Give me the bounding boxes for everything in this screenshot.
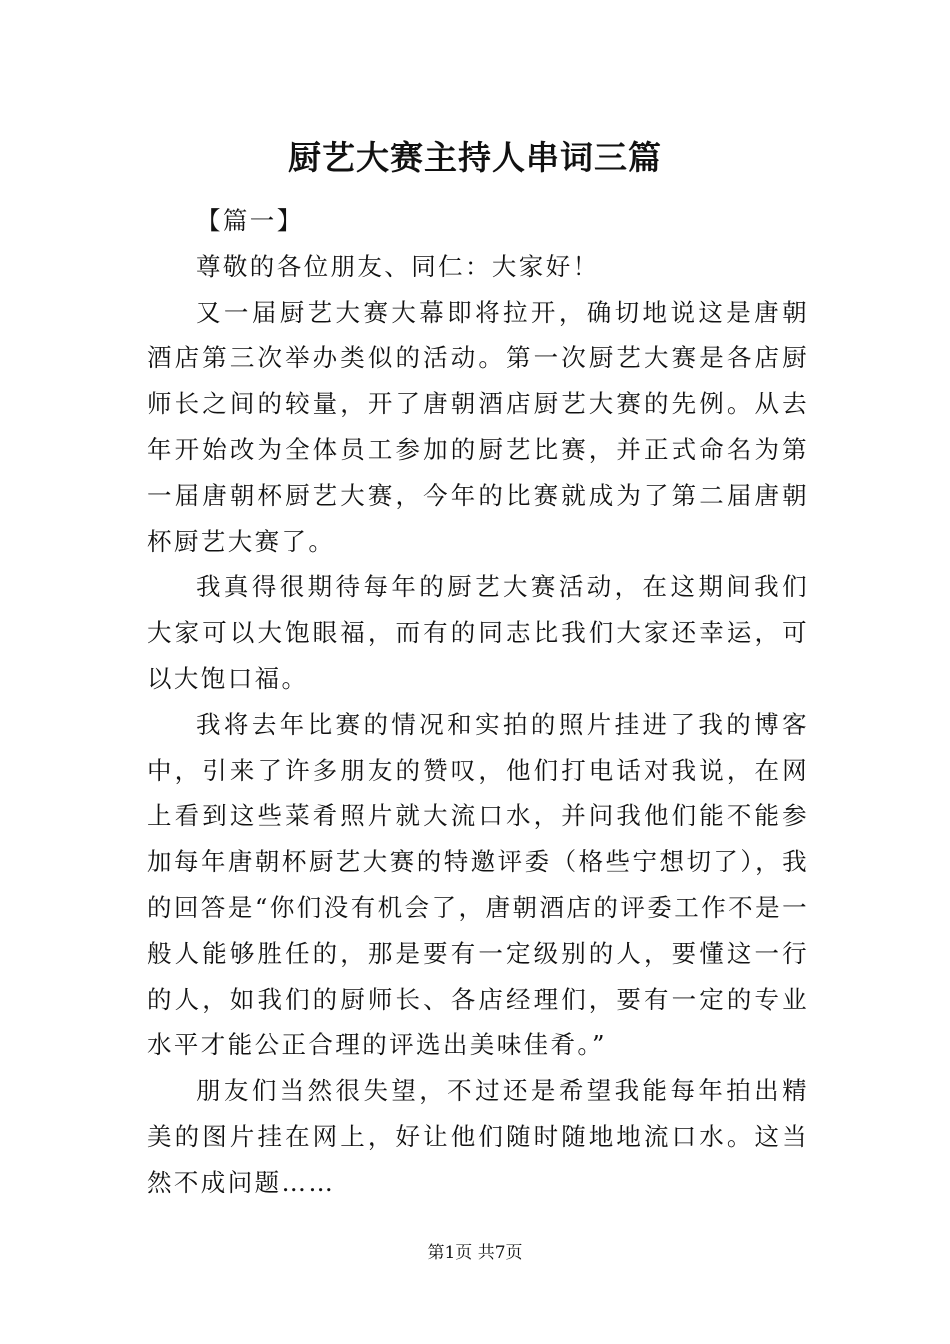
body-paragraph: 我真得很期待每年的厨艺大赛活动，在这期间我们大家可以大饱眼福，而有的同志比我们大家还幸运，可以大饱口福。: [147, 572, 809, 693]
section-heading: 【篇一】: [196, 206, 304, 235]
body-paragraph: 我将去年比赛的情况和实拍的照片挂进了我的博客中，引来了许多朋友的赞叹，他们打电话对我说，在网上看到这些菜肴照片就大流口水，并问我他们能不能参加每年唐朝杯厨艺大赛的特邀评委（格些宁想切了），我的回答是“你们没有机会了，唐朝酒店的评委工作不是一般人能够胜任的，那是要有一定级别的人，要懂这一行的人，如我们的厨师长、各店经理们，要有一定的专业水平才能公正合理的评选出美味佳肴。”: [147, 709, 809, 1060]
document-title: 厨艺大赛主持人串词三篇: [288, 138, 662, 177]
document-body: [147, 198, 809, 1206]
body-paragraph: 又一届厨艺大赛大幕即将拉开，确切地说这是唐朝酒店第三次举办类似的活动。第一次厨艺大赛是各店厨师长之间的较量，开了唐朝酒店厨艺大赛的先例。从去年开始改为全体员工参加的厨艺比赛，并正式命名为第一届唐朝杯厨艺大赛，今年的比赛就成为了第二届唐朝杯厨艺大赛了。: [147, 297, 809, 556]
body-paragraph: 朋友们当然很失望，不过还是希望我能每年拍出精美的图片挂在网上，好让他们随时随地地流口水。这当然不成问题……: [147, 1076, 809, 1197]
page-number: 第1页 共7页: [427, 1243, 523, 1263]
greeting-paragraph: 尊敬的各位朋友、同仁：大家好！: [196, 251, 600, 281]
